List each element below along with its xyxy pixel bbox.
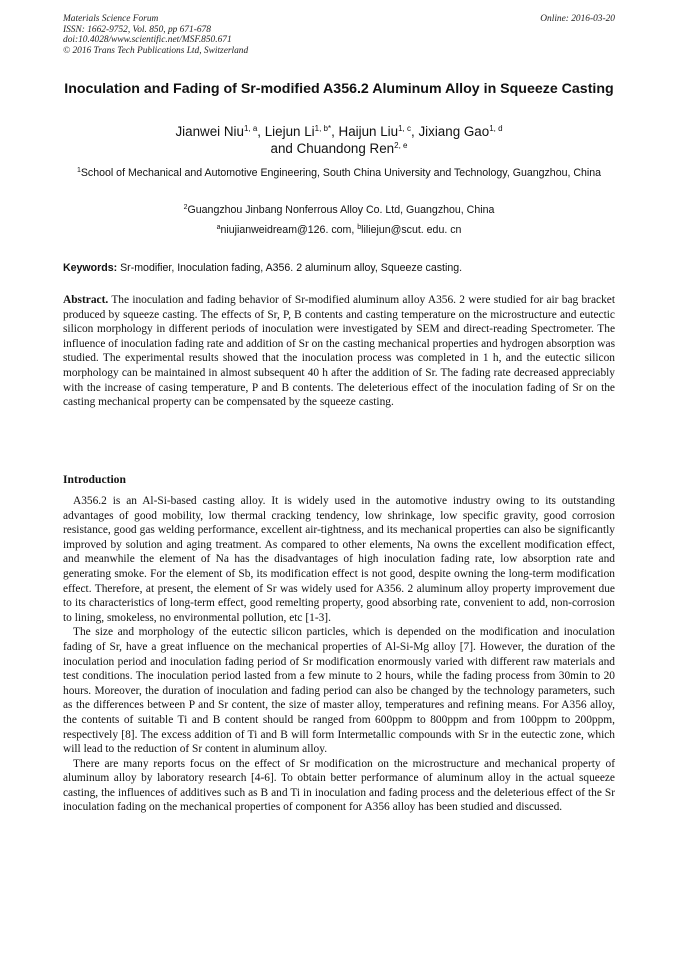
author-sup: 2, e — [394, 141, 408, 150]
affiliation-2 — [63, 203, 615, 218]
email-sup: b — [357, 224, 362, 231]
author-name: and Chuandong Ren — [270, 141, 395, 156]
journal-name: Materials Science Forum — [63, 14, 159, 24]
affiliation-text: School of Mechanical and Automotive Engineering, South China University and Technology, Guangzhou, China — [80, 167, 602, 179]
author-sup: 1, d — [489, 124, 503, 133]
keywords-label: Keywords: — [63, 262, 118, 274]
author-name: Liejun Li — [264, 124, 315, 139]
paragraph: There are many reports focus on the effect of Sr modification on the microstructure and mechanical property of aluminum alloy by laboratory research [4-6]. To obtain better performance of aluminum alloy in the actual squeeze casting, the influences of additives such as B and Ti in inoculation and fading process and the deleterious effect of the Sr inoculation fading on the mechanical properties of component for A356 alloy has been studied and discussed. — [63, 757, 615, 814]
affiliation-sup: 2 — [183, 204, 188, 211]
abstract-text: The inoculation and fading behavior of Sr-modified aluminum alloy A356. 2 were studied for air bag bracket produced by squeeze casting. The effects of Sr, P, B contents and casting temperature on the microstructure and eutectic silicon morphology in different periods of inoculation were investigated by SEM and direct-reading Spectrometer. The influence of inoculation fading rate and addition of Sr on the casting mechanical properties and hydrogen absorption was studied. The experimental results showed that the inoculation process was completed in 1 h, and the eutectic silicon morphology can be maintained in almost subsequent 40 h after the addition of Sr. The fading rate decreased appreciably with the increase of casing temperature, P and B contents. The deleterious effect of the inoculation fading of Sr on the casting mechanical property can be compensated by the squeeze casting. — [63, 294, 615, 409]
keywords-text: Sr-modifier, Inoculation fading, A356. 2 aluminum alloy, Squeeze casting. — [117, 262, 463, 274]
page-header — [63, 14, 615, 64]
author-sup: 1, a — [243, 124, 258, 133]
paragraph: The size and morphology of the eutectic silicon particles, which is depended on the modification and inoculation fading of Sr, have a great influence on the mechanical properties of Al-Si-Mg alloy [7]. However, the duration of the inoculation period and inoculation fading period of Sr modification enormously varied with different raw materials and test conditions. The inoculation period lasted from a few minute to 2 hours, while the fading process from 30min to 20 hours. Moreover, the duration of inoculation and fading period can also be changed by the technology parameters, such as the differences between P and Sr content, the size of master alloy, temperatures and refining means. For A356 alloy, the contents of suitable Ti and B content should be ranged from 600ppm to 800ppm and from 100ppm to 200ppm, respectively [8]. The excess addition of Ti and B will form Intermetallic compounds with Sr in the eutectic zone, which will lead to the reduction of Sr content in aluminum alloy. — [63, 626, 615, 756]
section-heading: Introduction — [63, 473, 126, 486]
author-name: Haijun Liu — [338, 124, 399, 139]
online-date: Online: 2016-03-20 — [540, 14, 615, 24]
email-sup: a — [216, 224, 221, 231]
affiliation-1 — [63, 166, 615, 181]
abstract-label: Abstract. — [63, 294, 109, 306]
email-link[interactable]: niujianweidream@126. com, — [220, 224, 358, 236]
email-link[interactable]: liliejun@scut. edu. cn — [361, 224, 462, 236]
author-list — [63, 123, 615, 157]
issn-line: ISSN: 1662-9752, Vol. 850, pp 671-678 — [63, 24, 211, 35]
journal-info — [63, 14, 248, 56]
author-sep: , — [331, 124, 339, 139]
paper-title: Inoculation and Fading of Sr-modified A356.2 Aluminum Alloy in Squeeze Casting — [64, 81, 614, 97]
introduction-body — [63, 494, 615, 815]
abstract — [63, 293, 615, 410]
keywords — [63, 261, 615, 275]
author-name: Jixiang Gao — [418, 124, 490, 139]
doi-line: doi:10.4028/www.scientific.net/MSF.850.671 — [63, 35, 232, 46]
author-sup: 1, b* — [314, 124, 332, 133]
author-sep: , — [257, 124, 265, 139]
paragraph: A356.2 is an Al-Si-based casting alloy. It is widely used in the automotive industry owing to its outstanding advantages of good mobility, low thermal cracking tendency, low shrinkage, low specific gravity, good corrosion resistance, good gas welding performance, excellent air-tightness, and its mechanical properties can also be significantly improved by solution and aging treatment. As compared to other elements, Na owns the excellent modification effect, and meanwhile the element of Na has the disadvantages of high inoculation fading rate, low absorption rate and generating smoke. For the element of Sb, its modification effect is not good, despite owning the long-term modification effect. Therefore, at present, the element of Sr was widely used for A356. 2 aluminum alloy property improvement due to its characteristics of long-term effect, good remelting property, good absorbing rate, convenient to add, non-corrosion to lining, smokeless, no environmental pollution, etc [1-3]. — [63, 495, 615, 624]
copyright-line: © 2016 Trans Tech Publications Ltd, Switzerland — [63, 45, 249, 56]
author-emails — [63, 223, 615, 238]
author-name: Jianwei Niu — [175, 124, 244, 139]
affiliation-text: Guangzhou Jinbang Nonferrous Alloy Co. Ltd, Guangzhou, China — [187, 204, 495, 216]
author-sep: , — [411, 124, 419, 139]
affiliation-sup: 1 — [76, 167, 81, 174]
author-sup: 1, c — [398, 124, 412, 133]
